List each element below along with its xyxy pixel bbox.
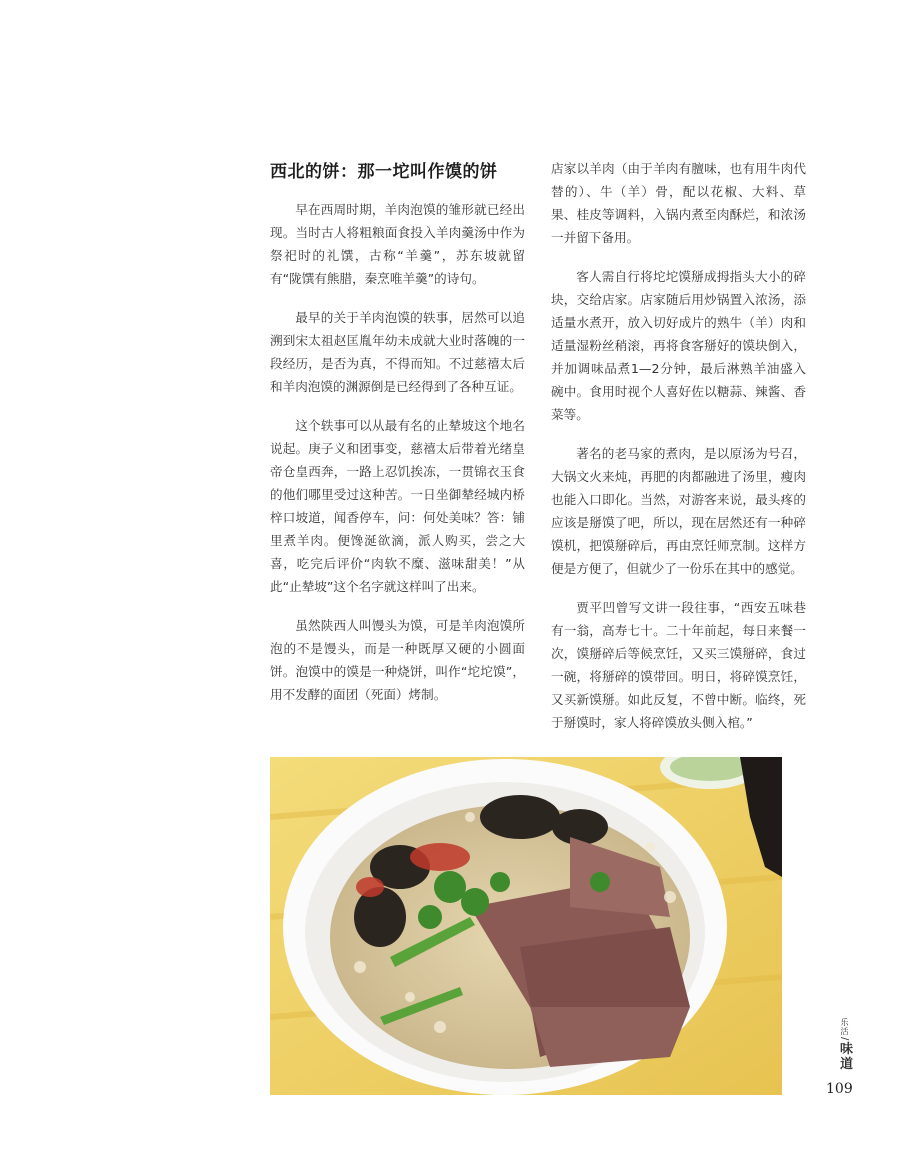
paragraph: 著名的老马家的煮肉，是以原汤为号召，大锅文火来炖，再肥的肉都融进了汤里，瘦肉也能入口即化。当然，对游客来说，最头疼的应该是掰馍了吧，所以，现在居然还有一种碎馍机，把馍掰碎后，再由烹饪师烹制。这样方便是方便了，但就少了一份乐在其中的感觉。 (551, 446, 806, 576)
paragraph: 客人需自行将坨坨馍掰成拇指头大小的碎块，交给店家。店家随后用炒锅置入浓汤，添适量水煮开，放入切好成片的熟牛（羊）肉和适量湿粉丝稍滚，再将食客掰好的馍块倒入，并加调味品煮1—2分钟，最后淋熟羊油盛入碗中。食用时视个人喜好佐以糖蒜、辣酱、香菜等。 (551, 269, 806, 422)
right-column (551, 157, 806, 750)
section-title: 西北的饼：那一坨叫作馍的饼 (270, 162, 498, 182)
food-photo (270, 757, 782, 1095)
section-tag (838, 1018, 854, 1071)
paragraph: 贾平凹曾写文讲一段往事，“西安五味巷有一翁，高寿七十。二十年前起，每日来餐一次，馍掰碎后等候烹饪，又买三馍掰碎，食过一碗，将掰碎的馍带回。明日，将碎馍烹饪，又买新馍掰。如此反复，不曾中断。临终，死于掰馍时，家人将碎馍放头侧入棺。” (551, 600, 806, 730)
section-tag-slash: / (839, 1037, 850, 1041)
page-number: 109 (826, 1081, 853, 1097)
section-tag-small: 乐活 (840, 1018, 849, 1036)
paomo-bowl-illustration (270, 757, 782, 1095)
paragraph: 店家以羊肉（由于羊肉有膻味，也有用牛肉代替的）、牛（羊）骨，配以花椒、大料、草果、桂皮等调料，入锅内煮至肉酥烂，和浓汤一并留下备用。 (551, 161, 806, 245)
paragraph: 这个轶事可以从最有名的止辇坡这个地名说起。庚子义和团事变，慈禧太后带着光绪皇帝仓皇西奔，一路上忍饥挨冻，一贯锦衣玉食的他们哪里受过这种苦。一日坐御辇经城内桥梓口坡道，闻香停车，问：何处美味？答：铺里煮羊肉。便馋涎欲滴，派人购买，尝之大喜，吃完后评价“肉软不糜、滋味甜美！”从此“止辇坡”这个名字就这样叫了出来。 (270, 418, 525, 594)
left-column (270, 160, 525, 722)
paragraph: 虽然陕西人叫馒头为馍，可是羊肉泡馍所泡的不是馒头，而是一种既厚又硬的小圆面饼。泡馍中的馍是一种烧饼，叫作“坨坨馍”，用不发酵的面团（死面）烤制。 (270, 618, 525, 702)
paragraph: 最早的关于羊肉泡馍的轶事，居然可以追溯到宋太祖赵匡胤年幼未成就大业时落魄的一段经历，是否为真，不得而知。不过慈禧太后和羊肉泡馍的渊源倒是已经得到了各种互证。 (270, 310, 525, 394)
paragraph: 早在西周时期，羊肉泡馍的雏形就已经出现。当时古人将粗粮面食投入羊肉羹汤中作为祭祀时的礼馔，古称“羊羹”，苏东坡就留有“陇馔有熊腊，秦烹唯羊羹”的诗句。 (270, 202, 525, 286)
section-tag-big: 味道 (837, 1041, 852, 1072)
